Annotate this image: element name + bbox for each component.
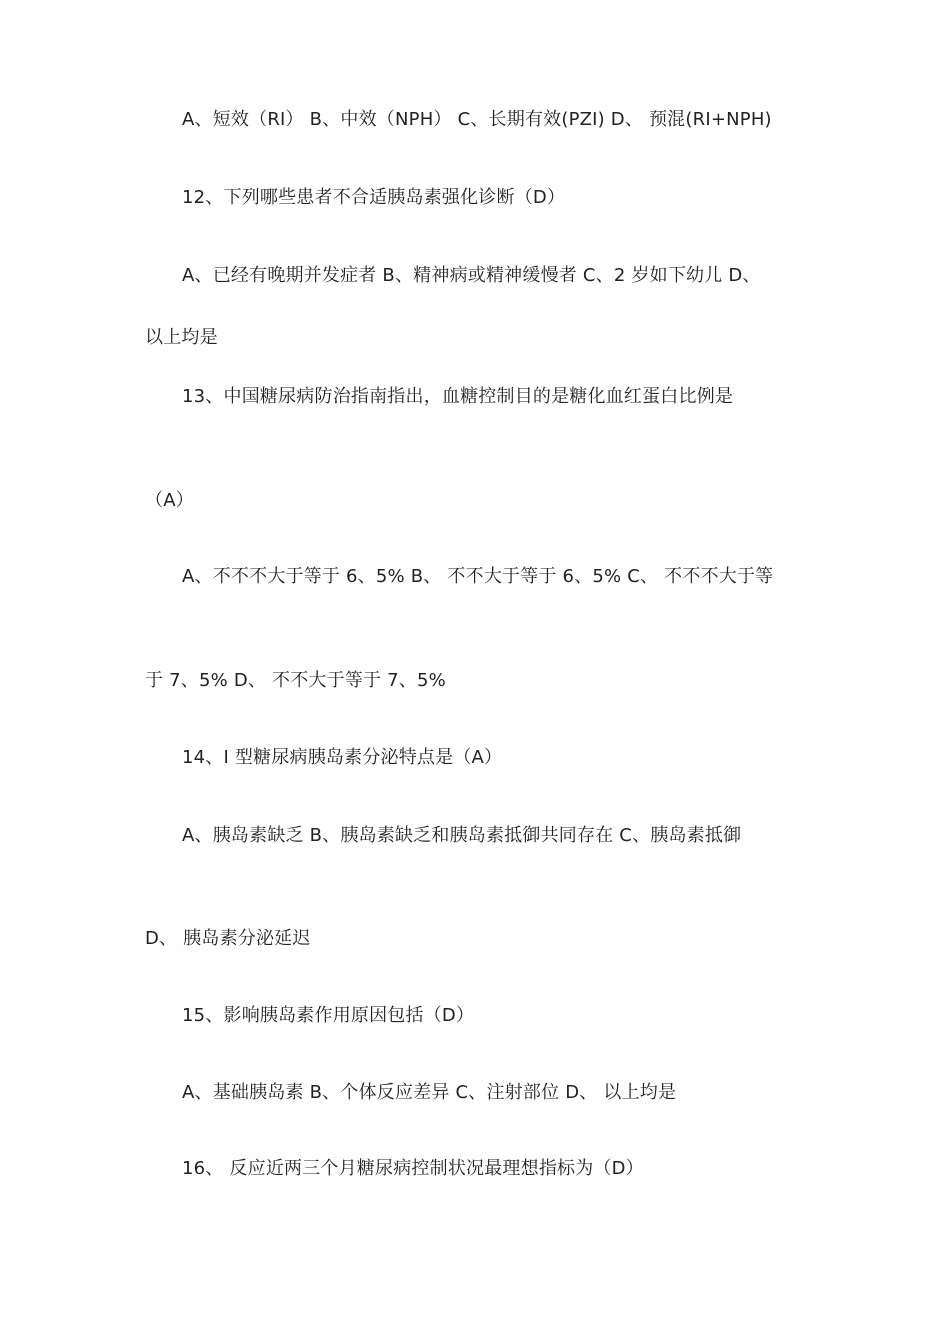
- q12-options-line2: 以上均是: [145, 327, 218, 348]
- q13-answer: （A）: [145, 490, 194, 511]
- q11-options: A、短效（RI） B、中效（NPH） C、长期有效(PZI) D、 预混(RI+NPH): [182, 109, 772, 130]
- q15-question: 15、影响胰岛素作用原因包括（D）: [182, 1005, 475, 1026]
- q13-options-line1: A、不不不大于等于 6、5% B、 不不大于等于 6、5% C、 不不不大于等: [182, 566, 774, 587]
- q14-options-line1: A、胰岛素缺乏 B、胰岛素缺乏和胰岛素抵御共同存在 C、胰岛素抵御: [182, 825, 742, 846]
- q14-options-line2: D、 胰岛素分泌延迟: [145, 928, 311, 949]
- q14-question: 14、I 型糖尿病胰岛素分泌特点是（A）: [182, 747, 503, 768]
- q16-question: 16、 反应近两三个月糖尿病控制状况最理想指标为（D）: [182, 1158, 644, 1179]
- q12-question: 12、下列哪些患者不合适胰岛素强化诊断（D）: [182, 187, 566, 208]
- q12-options-line1: A、已经有晚期并发症者 B、精神病或精神缓慢者 C、2 岁如下幼儿 D、: [182, 265, 761, 286]
- q15-options: A、基础胰岛素 B、个体反应差异 C、注射部位 D、 以上均是: [182, 1082, 677, 1103]
- q13-question: 13、中国糖尿病防治指南指出，血糖控制目的是糖化血红蛋白比例是: [182, 386, 734, 407]
- q13-options-line2: 于 7、5% D、 不不大于等于 7、5%: [145, 670, 446, 691]
